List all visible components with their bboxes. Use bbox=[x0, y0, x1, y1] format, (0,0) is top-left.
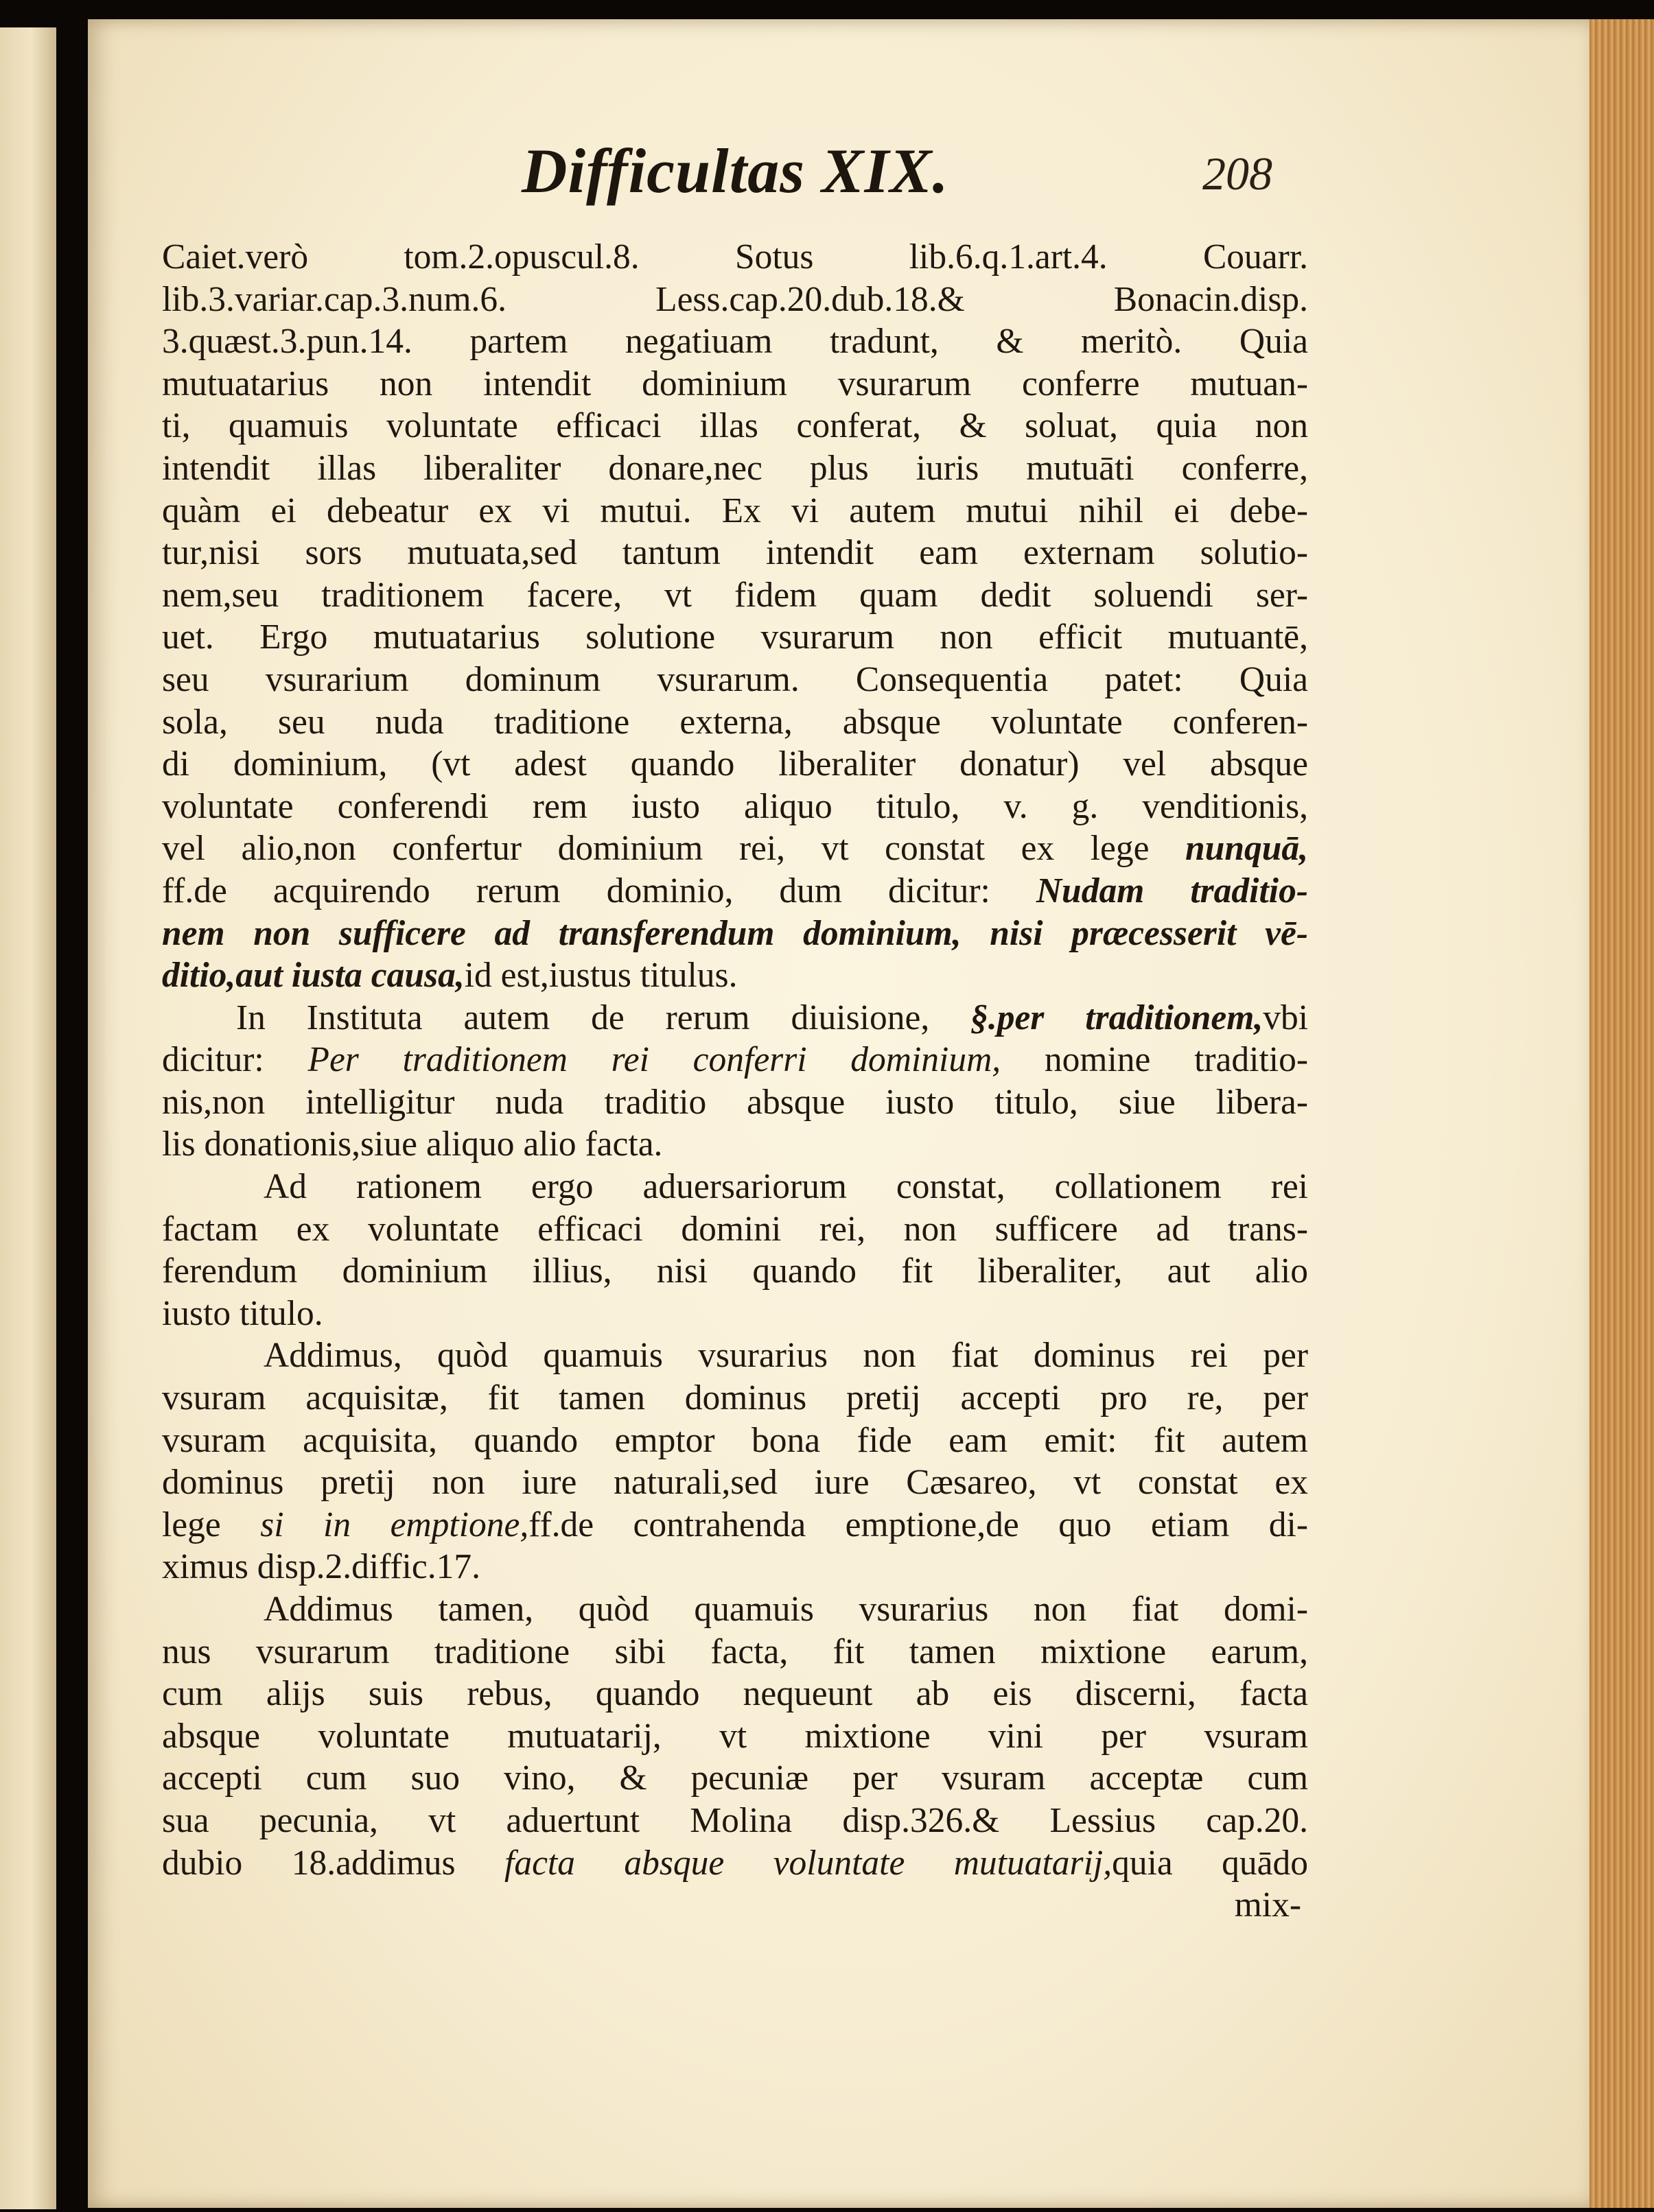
text-run: vbi bbox=[1263, 998, 1309, 1037]
text-run: iusto titulo. bbox=[162, 1293, 323, 1333]
text-run: vel alio,non confertur dominium rei, vt constat ex lege bbox=[162, 829, 1186, 869]
text-line bbox=[162, 447, 1308, 490]
text-line bbox=[162, 1842, 1308, 1885]
body-text bbox=[162, 236, 1308, 1927]
text-run: lib.3.variar.cap.3.num.6. Less.cap.20.dub.18.& Bonacin.disp. bbox=[162, 279, 1308, 319]
text-run: ff.de acquirendo rerum dominio, dum dicitur: bbox=[162, 871, 1036, 910]
text-line bbox=[162, 743, 1308, 786]
text-run: Caiet.verò tom.2.opuscul.8. Sotus lib.6.q.1.art.4. Couarr. bbox=[162, 237, 1308, 276]
text-run: vsuram acquisitæ, fit tamen dominus pretij accepti pro re, per bbox=[162, 1378, 1308, 1418]
text-line bbox=[162, 827, 1308, 870]
text-run: ximus disp.2.diffic.17. bbox=[162, 1547, 480, 1587]
text-run: nem,seu traditionem facere, vt fidem quam dedit soluendi ser- bbox=[162, 575, 1308, 615]
text-line bbox=[162, 532, 1308, 574]
text-run: quia quādo bbox=[1112, 1843, 1309, 1883]
text-line bbox=[162, 1334, 1308, 1377]
text-line bbox=[162, 320, 1308, 363]
text-line bbox=[162, 1039, 1308, 1081]
text-line bbox=[162, 279, 1308, 321]
text-line bbox=[162, 1461, 1308, 1504]
text-run: dicitur: bbox=[162, 1040, 308, 1080]
text-run: nem non sufficere ad transferendum dominium, nisi præcesserit vē- bbox=[162, 913, 1308, 953]
text-line bbox=[162, 997, 1308, 1039]
text-run: sola, seu nuda traditione externa, absque voluntate conferen- bbox=[162, 702, 1308, 742]
text-line bbox=[162, 363, 1308, 405]
text-run: sua pecunia, vt aduertunt Molina disp.326.& Lessius cap.20. bbox=[162, 1800, 1308, 1840]
text-run: uet. Ergo mutuatarius solutione vsurarum non efficit mutuantē, bbox=[162, 617, 1308, 657]
text-line bbox=[162, 786, 1308, 828]
text-run: Per traditionem rei conferri dominium, bbox=[307, 1040, 1001, 1080]
text-line bbox=[162, 954, 1308, 997]
text-line bbox=[162, 1504, 1308, 1546]
text-line bbox=[162, 701, 1308, 744]
text-run: Ad rationem ergo aduersariorum constat, collationem rei bbox=[264, 1167, 1308, 1207]
text-run: absque voluntate mutuatarij, vt mixtione vini per vsuram bbox=[162, 1716, 1308, 1756]
text-run: tur,nisi sors mutuata,sed tantum intendit eam externam solutio- bbox=[162, 533, 1308, 573]
text-line bbox=[162, 1546, 1308, 1588]
text-run: lis donationis,siue aliquo alio facta. bbox=[162, 1125, 663, 1164]
text-line bbox=[162, 1673, 1308, 1715]
text-run: cum alijs suis rebus, quando nequeunt ab eis discerni, facta bbox=[162, 1674, 1308, 1714]
text-run: intendit illas liberaliter donare,nec plus iuris mutuāti conferre, bbox=[162, 448, 1308, 488]
text-run: di dominium, (vt adest quando liberaliter donatur) vel absque bbox=[162, 744, 1308, 784]
text-line bbox=[162, 616, 1308, 659]
text-run: In Instituta autem de rerum diuisione, bbox=[236, 998, 971, 1037]
text-run: ti, quamuis voluntate efficaci illas conferat, & soluat, quia non bbox=[162, 406, 1308, 446]
running-head: Difficultas XIX. bbox=[522, 136, 949, 206]
text-run: accepti cum suo vino, & pecuniæ per vsuram acceptæ cum bbox=[162, 1758, 1308, 1798]
text-run: factam ex voluntate efficaci domini rei, non sufficere ad trans- bbox=[162, 1209, 1308, 1249]
text-run: 3.quæst.3.pun.14. partem negatiuam tradunt, & meritò. Quia bbox=[162, 322, 1308, 362]
text-line bbox=[162, 1166, 1308, 1208]
text-line bbox=[162, 1250, 1308, 1293]
text-line bbox=[162, 1420, 1308, 1462]
text-line bbox=[162, 1800, 1308, 1842]
text-run: id est,iustus titulus. bbox=[464, 956, 738, 996]
text-run: lege bbox=[162, 1505, 261, 1544]
text-line bbox=[162, 913, 1308, 955]
text-line bbox=[162, 1377, 1308, 1420]
text-line bbox=[162, 1123, 1308, 1166]
text-run: §.per traditionem, bbox=[970, 998, 1263, 1037]
text-run: vsuram acquisita, quando emptor bona fide eam emit: fit autem bbox=[162, 1420, 1308, 1460]
text-run: nunquā, bbox=[1185, 829, 1308, 869]
text-run: mix- bbox=[1234, 1885, 1301, 1925]
text-line bbox=[162, 1715, 1308, 1758]
text-run: facta absque voluntate mutuatarij, bbox=[504, 1843, 1113, 1883]
text-line bbox=[162, 490, 1308, 532]
text-run: nus vsurarum traditione sibi facta, fit tamen mixtione earum, bbox=[162, 1632, 1308, 1671]
page-fore-edge bbox=[1589, 19, 1654, 2208]
text-line bbox=[162, 1208, 1308, 1251]
text-run: dominus pretij non iure naturali,sed iure Cæsareo, vt constat ex bbox=[162, 1463, 1308, 1503]
facing-page-edge bbox=[0, 27, 56, 2209]
text-run: Addimus tamen, quòd quamuis vsurarius non fiat domi- bbox=[264, 1590, 1308, 1629]
text-line bbox=[162, 574, 1308, 617]
text-run: si in emptione, bbox=[260, 1505, 529, 1544]
text-run: quàm ei debeatur ex vi mutui. Ex vi autem mutui nihil ei debe- bbox=[162, 491, 1308, 530]
page-number: 208 bbox=[1202, 148, 1272, 200]
text-line bbox=[162, 870, 1308, 913]
text-run: voluntate conferendi rem iusto aliquo titulo, v. g. venditionis, bbox=[162, 786, 1308, 826]
text-line bbox=[162, 236, 1308, 279]
text-line bbox=[162, 1757, 1308, 1800]
text-line bbox=[162, 659, 1308, 701]
text-run: Nudam traditio- bbox=[1036, 871, 1308, 910]
text-run: seu vsurarium dominum vsurarum. Consequentia patet: Quia bbox=[162, 659, 1308, 699]
text-run: nis,non intelligitur nuda traditio absque iusto titulo, siue libera- bbox=[162, 1082, 1308, 1122]
text-run: mutuatarius non intendit dominium vsurarum conferre mutuan- bbox=[162, 364, 1308, 403]
text-line bbox=[162, 1588, 1308, 1631]
text-line bbox=[162, 1884, 1308, 1927]
text-run: nomine traditio- bbox=[1001, 1040, 1308, 1080]
text-line bbox=[162, 1631, 1308, 1673]
text-line bbox=[162, 1081, 1308, 1124]
text-run: ff.de contrahenda emptione,de quo etiam di- bbox=[528, 1505, 1309, 1544]
text-line bbox=[162, 1293, 1308, 1335]
text-line bbox=[162, 405, 1308, 447]
text-run: ferendum dominium illius, nisi quando fit liberaliter, aut alio bbox=[162, 1251, 1308, 1291]
text-run: Addimus, quòd quamuis vsurarius non fiat dominus rei per bbox=[264, 1336, 1308, 1376]
text-run: ditio,aut iusta causa, bbox=[162, 956, 465, 996]
text-run: dubio 18.addimus bbox=[162, 1843, 505, 1883]
